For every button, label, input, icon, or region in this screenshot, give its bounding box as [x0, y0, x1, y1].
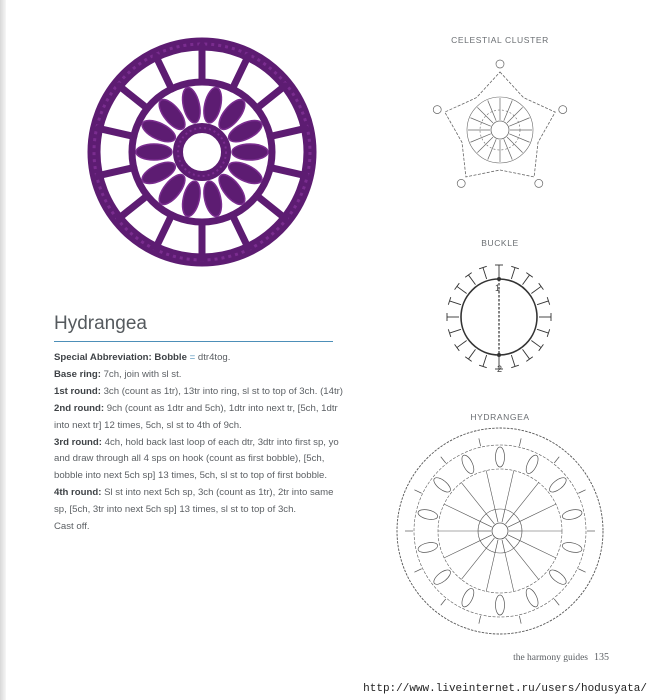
motif-chain-bar [232, 56, 248, 88]
hydr-bobble [459, 587, 476, 609]
step-label: 4th round: [54, 487, 102, 499]
step-round-4 [54, 485, 344, 519]
celestial-stitch [507, 107, 523, 123]
hydr-dtr [505, 552, 514, 591]
celestial-stitch [504, 139, 512, 159]
step-text: 9ch (count as 1dtr and 5ch), 1dtr into next tr, [5ch, 1dtr into next tr] 12 times, 5ch, sl st to 4th of 9ch. [54, 402, 338, 431]
hydr-outer-tr [479, 438, 481, 446]
hydr-dtr [461, 483, 486, 514]
buckle-stitch-stem [450, 329, 461, 333]
celestial-picot [559, 106, 567, 114]
celestial-picot [496, 60, 504, 68]
hydr-bobble [432, 475, 453, 495]
pattern-instructions [54, 350, 344, 536]
buckle-label: BUCKLE [481, 238, 519, 248]
step-text: 4ch, hold back last loop of each dtr, 3dtr into first sp, yo and draw through all 4 sps on hook (count as first bobble), [5ch, bobble into next 5ch sp] 13 times, 5ch, sl st to top of first bobble. [54, 436, 339, 482]
hydr-dtr [520, 541, 556, 558]
buckle-stitch-cross [539, 283, 544, 289]
page-spine-shadow [0, 0, 6, 700]
buckle-stitch-stem [511, 355, 515, 366]
hydr-bobble [547, 567, 568, 587]
buckle-stitch-stem [523, 349, 530, 359]
buckle-stitch-stem [531, 286, 541, 293]
buckle-stitch-cross [465, 273, 471, 278]
hydr-outer-tr [414, 490, 421, 493]
buckle-stitch-stem [511, 268, 515, 279]
buckle-stitch-stem [468, 349, 475, 359]
buckle-start-dot [497, 277, 501, 281]
celestial-center [491, 121, 509, 139]
celestial-stitch [470, 118, 490, 126]
book-title: the harmony guides [513, 653, 588, 663]
step-text: 7ch, join with sl st. [103, 368, 182, 380]
buckle-stitch-cross [539, 344, 544, 350]
hydr-round-4 [397, 428, 603, 634]
special-abbreviation [54, 350, 344, 367]
page-number: 135 [594, 652, 609, 663]
hydr-dtr [486, 552, 495, 591]
hydr-dtr [514, 548, 539, 579]
hydr-dtr [444, 504, 480, 521]
hydr-outer-tr [519, 438, 521, 446]
special-equals: = [189, 352, 196, 363]
step-label: 2nd round: [54, 402, 105, 414]
celestial-cluster-label: CELESTIAL CLUSTER [451, 35, 549, 45]
step-label: 1st round: [54, 385, 101, 397]
celestial-cluster-diagram [425, 50, 575, 200]
buckle-stitch-cross [526, 273, 532, 278]
step-round-1 [54, 384, 344, 401]
hydr-tr [486, 514, 494, 524]
hydr-base-ring [492, 523, 508, 539]
celestial-stitch [477, 137, 493, 153]
hydr-tr [495, 540, 498, 553]
motif-bobble [232, 144, 268, 160]
buckle-diagram [437, 255, 562, 380]
hydrangea-diagram-label: HYDRANGEA [470, 412, 530, 422]
hydr-dtr [520, 504, 556, 521]
cast-off: Cast off. [54, 521, 90, 533]
buckle-stitch-stem [523, 275, 530, 285]
hydr-outer-tr [519, 616, 521, 624]
motif-chain-bar [270, 128, 305, 136]
hydr-outer-tr [441, 599, 446, 605]
hydr-dtr [486, 471, 495, 510]
hydr-bobble [524, 587, 541, 609]
buckle-stitch-stem [457, 341, 467, 348]
hydr-dtr [505, 471, 514, 510]
hydr-bobble [496, 595, 505, 615]
step-text: Sl st into next 5ch sp, 3ch (count as 1tr), 2tr into same sp, [5ch, 3tr into next 5ch sp] 13 times, sl st to top of 3ch. [54, 487, 334, 516]
hydr-bobble [547, 475, 568, 495]
motif-chain-bar [99, 128, 134, 136]
motif-chain-bar [257, 196, 285, 218]
step-round-2 [54, 401, 344, 435]
hydr-tr [495, 510, 498, 523]
hydrangea-diagram [394, 425, 606, 637]
hydr-dtr [444, 541, 480, 558]
buckle-stitch-stem [483, 268, 487, 279]
buckle-stitch-cross [465, 357, 471, 362]
hydr-outer-tr [554, 457, 559, 463]
buckle-stitch-stem [483, 355, 487, 366]
buckle-stitch-cross [455, 283, 460, 289]
hydr-tr [506, 538, 514, 548]
motif-chain-bar [270, 168, 305, 176]
buckle-mark-1: 1 [495, 283, 501, 293]
hydr-dtr [461, 548, 486, 579]
hydr-bobble [459, 453, 476, 475]
buckle-mark-2: 2 [497, 364, 503, 374]
hydr-bobble [561, 508, 583, 521]
motif-chain-bar [232, 215, 248, 247]
hydr-tr [480, 535, 492, 541]
celestial-stitch [504, 100, 512, 120]
hydr-outer-tr [578, 569, 585, 572]
buckle-stitch-stem [531, 341, 541, 348]
buckle-stitch-cross [526, 357, 532, 362]
buckle-stitch-stem [450, 301, 461, 305]
hydr-tr [508, 521, 520, 527]
celestial-stitch [477, 107, 493, 123]
motif-chain-bar [257, 86, 285, 108]
celestial-stitch [507, 137, 523, 153]
buckle-stitch-stem [457, 286, 467, 293]
motif-chain-bar [119, 196, 147, 218]
buckle-stitch-cross [455, 344, 460, 350]
hydrangea-motif-photo [72, 32, 332, 272]
motif-chain-bar [99, 168, 134, 176]
motif-chain-bar [156, 56, 172, 88]
page-footer [513, 652, 609, 663]
hydr-outer-tr [578, 490, 585, 493]
step-label: Base ring: [54, 368, 101, 380]
title-rule [54, 341, 333, 342]
special-label: Special Abbreviation: Bobble [54, 352, 187, 363]
celestial-picot [433, 106, 441, 114]
hydr-tr [506, 514, 514, 524]
hydr-bobble [561, 541, 583, 554]
hydr-tr [508, 535, 520, 541]
hydr-bobble [496, 447, 505, 467]
celestial-stitch [509, 118, 529, 126]
hydr-tr [502, 540, 505, 553]
hydr-dtr [514, 483, 539, 514]
hydr-outer-tr [414, 569, 421, 572]
hydr-bobble [417, 508, 439, 521]
motif-chain-bar [119, 86, 147, 108]
buckle-stitch-stem [537, 329, 548, 333]
step-label: 3rd round: [54, 436, 102, 448]
special-text: dtr4tog. [197, 352, 231, 363]
hydr-tr [480, 521, 492, 527]
hydr-tr [486, 538, 494, 548]
hydr-outer-tr [479, 616, 481, 624]
hydr-outer-tr [554, 599, 559, 605]
celestial-picot [535, 179, 543, 187]
hydr-bobble [432, 567, 453, 587]
buckle-stitch-stem [537, 301, 548, 305]
buckle-stitch-stem [468, 275, 475, 285]
pattern-title: Hydrangea [54, 313, 147, 334]
celestial-picot [457, 179, 465, 187]
hydr-bobble [524, 453, 541, 475]
step-text: 3ch (count as 1tr), 13tr into ring, sl st to top of 3ch. (14tr) [103, 385, 343, 397]
buckle-end-dot [497, 353, 501, 357]
step-round-3 [54, 435, 344, 486]
hydr-outer-tr [441, 457, 446, 463]
step-base-ring [54, 367, 344, 384]
motif-bobble [136, 144, 172, 160]
source-url-watermark: http://www.liveinternet.ru/users/hodusyata/ [363, 683, 647, 695]
hydr-tr [502, 510, 505, 523]
hydr-bobble [417, 541, 439, 554]
motif-chain-bar [156, 215, 172, 247]
